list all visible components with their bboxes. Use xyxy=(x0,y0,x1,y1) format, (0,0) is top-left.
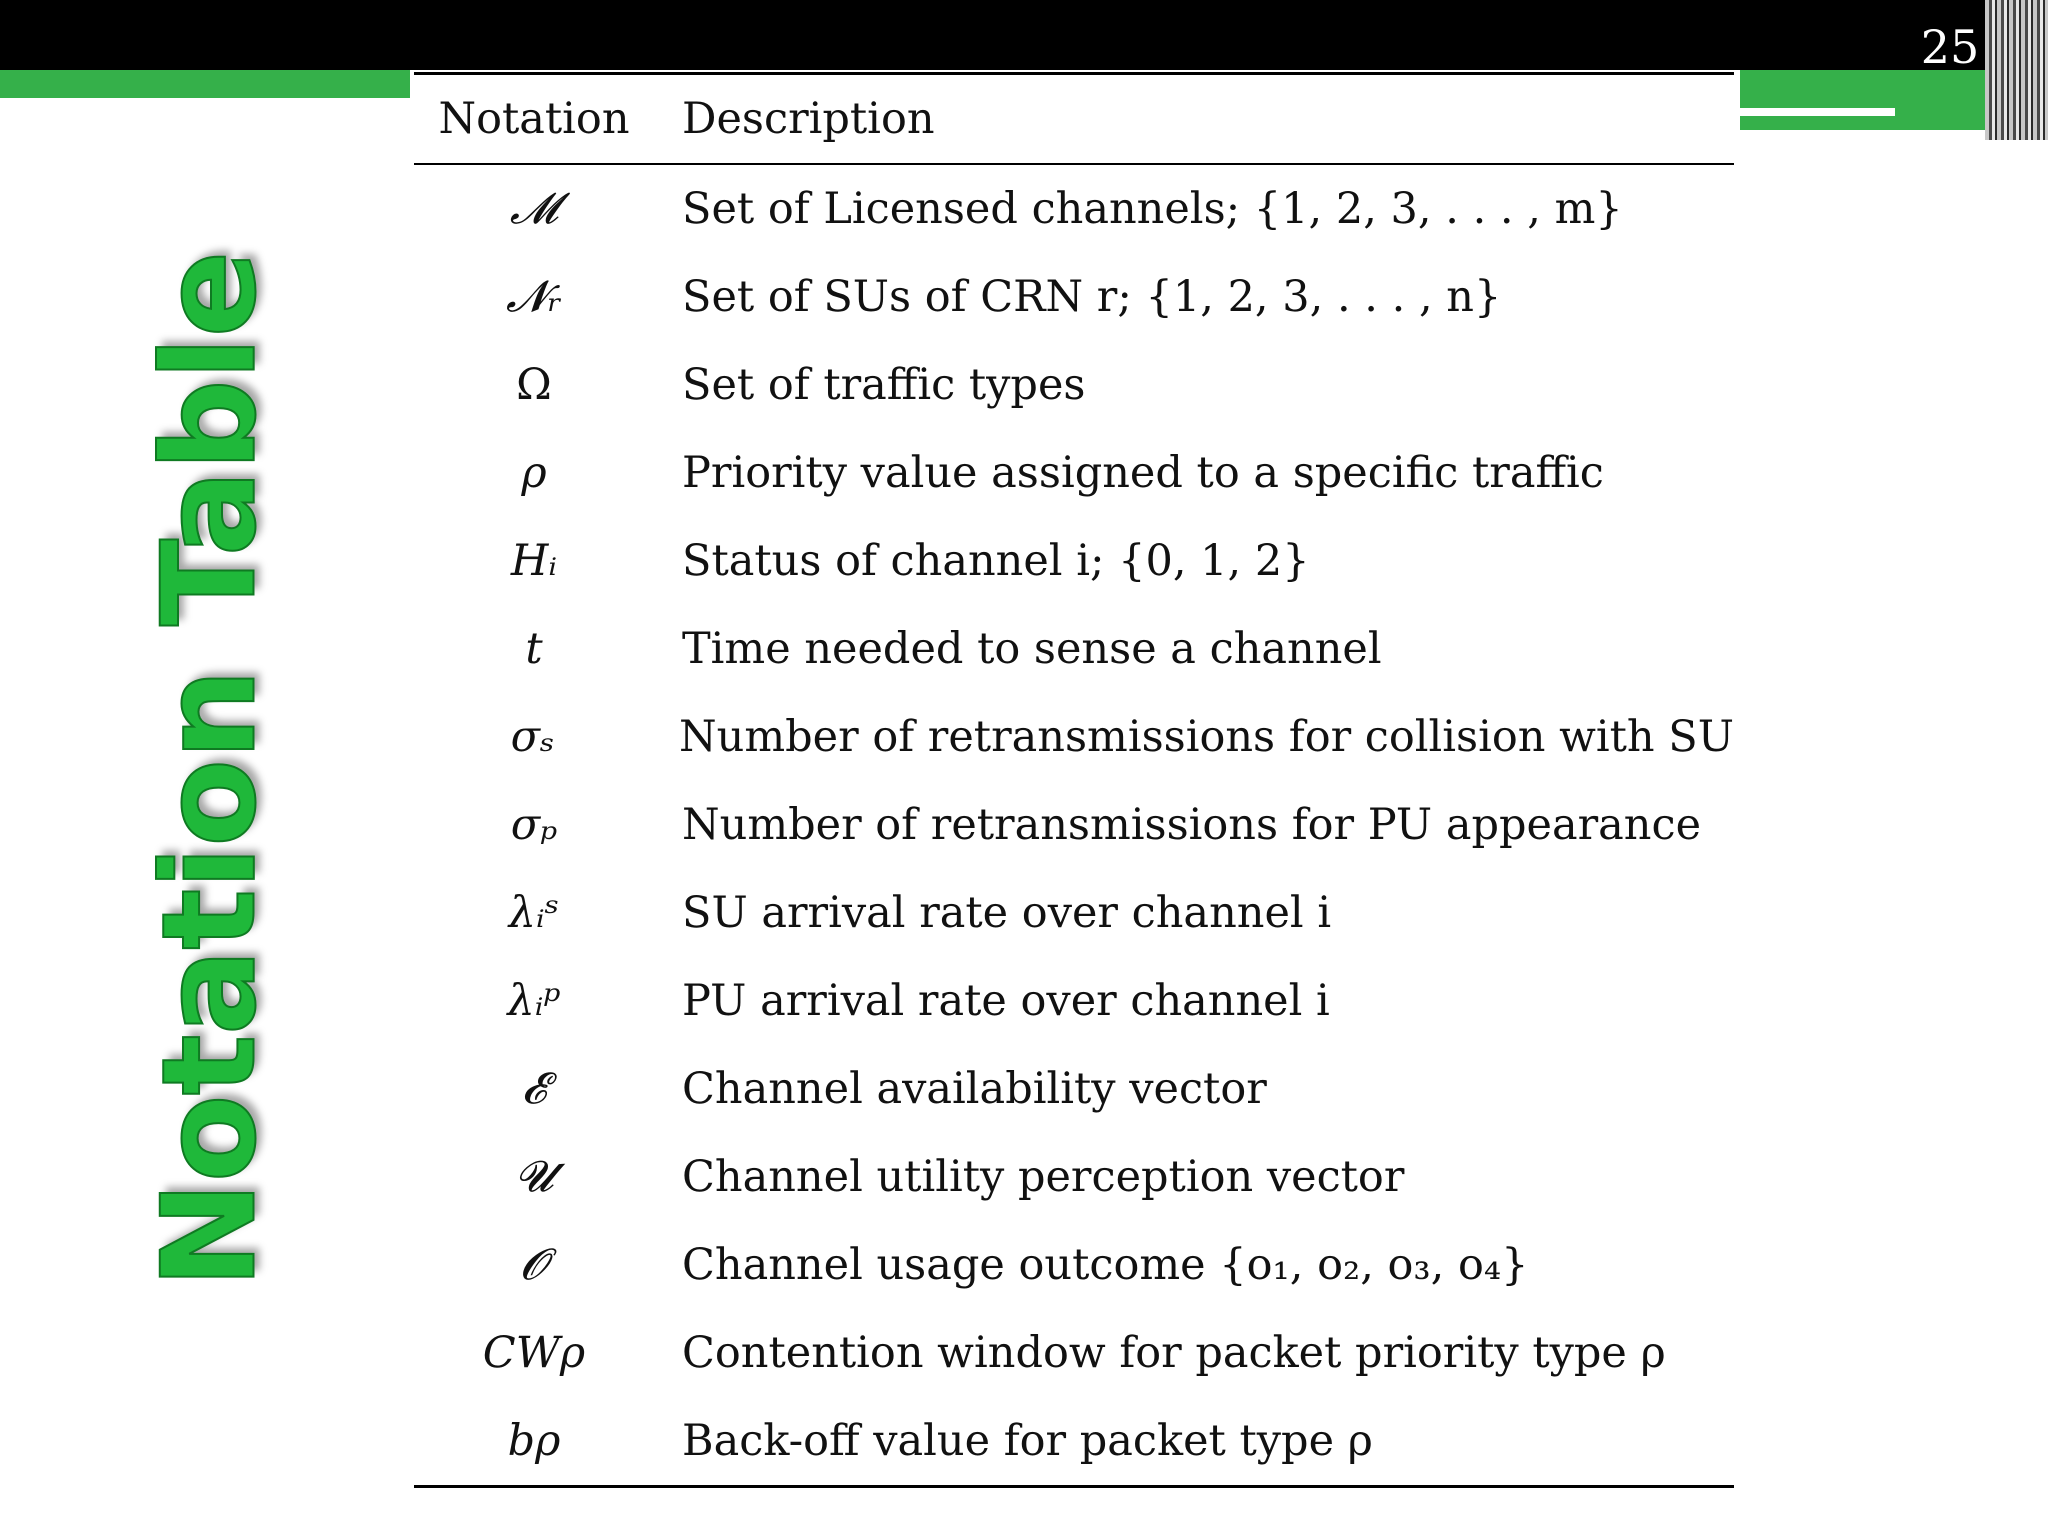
description-cell: Contention window for packet priority type ρ xyxy=(682,1328,1666,1378)
page-number: 25 xyxy=(1920,20,1980,74)
description-cell: PU arrival rate over channel i xyxy=(682,976,1330,1026)
notation-cell: 𝓔 xyxy=(521,1064,547,1114)
table-header-row xyxy=(414,75,1734,163)
table-row xyxy=(414,1045,1734,1133)
description-cell: Number of retransmissions for collision with SU xyxy=(679,712,1734,762)
decorative-stripes xyxy=(1985,0,2048,140)
table-row xyxy=(414,429,1734,517)
green-accent-bar-left xyxy=(0,70,410,98)
table-row xyxy=(414,781,1734,869)
notation-cell: λᵢᵖ xyxy=(507,976,561,1026)
table-row xyxy=(414,869,1734,957)
table-row xyxy=(414,253,1734,341)
description-cell: Back-off value for packet type ρ xyxy=(682,1416,1373,1466)
top-bar xyxy=(0,0,2048,70)
description-cell: SU arrival rate over channel i xyxy=(682,888,1332,938)
table-row xyxy=(414,1397,1734,1485)
notation-cell: σₛ xyxy=(510,712,555,762)
notation-cell: bρ xyxy=(507,1416,561,1466)
notation-cell: 𝓞 xyxy=(520,1240,548,1290)
description-cell: Set of Licensed channels; {1, 2, 3, . . . , m} xyxy=(682,184,1623,234)
description-cell: Channel utility perception vector xyxy=(682,1152,1405,1202)
table-row xyxy=(414,341,1734,429)
notation-table xyxy=(414,72,1734,1488)
table-row xyxy=(414,957,1734,1045)
description-cell: Status of channel i; {0, 1, 2} xyxy=(682,536,1310,586)
notation-cell: 𝓜 xyxy=(509,184,559,234)
table-row xyxy=(414,605,1734,693)
table-row xyxy=(414,1221,1734,1309)
description-cell: Channel availability vector xyxy=(682,1064,1267,1114)
notation-cell: Hᵢ xyxy=(510,536,558,586)
description-cell: Set of traffic types xyxy=(682,360,1086,410)
slide-title: Notation Table xyxy=(135,251,285,1289)
table-row xyxy=(414,693,1734,781)
table-bottom-rule xyxy=(414,1485,1734,1488)
description-cell: Priority value assigned to a specific traffic xyxy=(682,448,1604,498)
header-description: Description xyxy=(682,94,935,144)
description-cell: Number of retransmissions for PU appearance xyxy=(682,800,1702,850)
notation-cell: t xyxy=(525,624,543,674)
description-cell: Time needed to sense a channel xyxy=(682,624,1382,674)
table-row xyxy=(414,1309,1734,1397)
description-cell: Set of SUs of CRN r; {1, 2, 3, . . . , n} xyxy=(682,272,1502,322)
table-row xyxy=(414,1133,1734,1221)
notation-cell: ρ xyxy=(521,448,547,498)
notation-cell: σₚ xyxy=(510,800,558,850)
green-accent-bar-right xyxy=(1740,70,1990,130)
notation-cell: Ω xyxy=(516,360,552,410)
notation-cell: λᵢˢ xyxy=(508,888,560,938)
table-row xyxy=(414,165,1734,253)
notation-cell: CWρ xyxy=(482,1328,586,1378)
notation-cell: 𝓝ᵣ xyxy=(505,272,563,322)
accent-line xyxy=(1740,108,1895,116)
table-row xyxy=(414,517,1734,605)
description-cell: Channel usage outcome {o₁, o₂, o₃, o₄} xyxy=(682,1240,1529,1290)
header-notation: Notation xyxy=(438,94,630,144)
notation-cell: 𝓤 xyxy=(514,1152,554,1202)
